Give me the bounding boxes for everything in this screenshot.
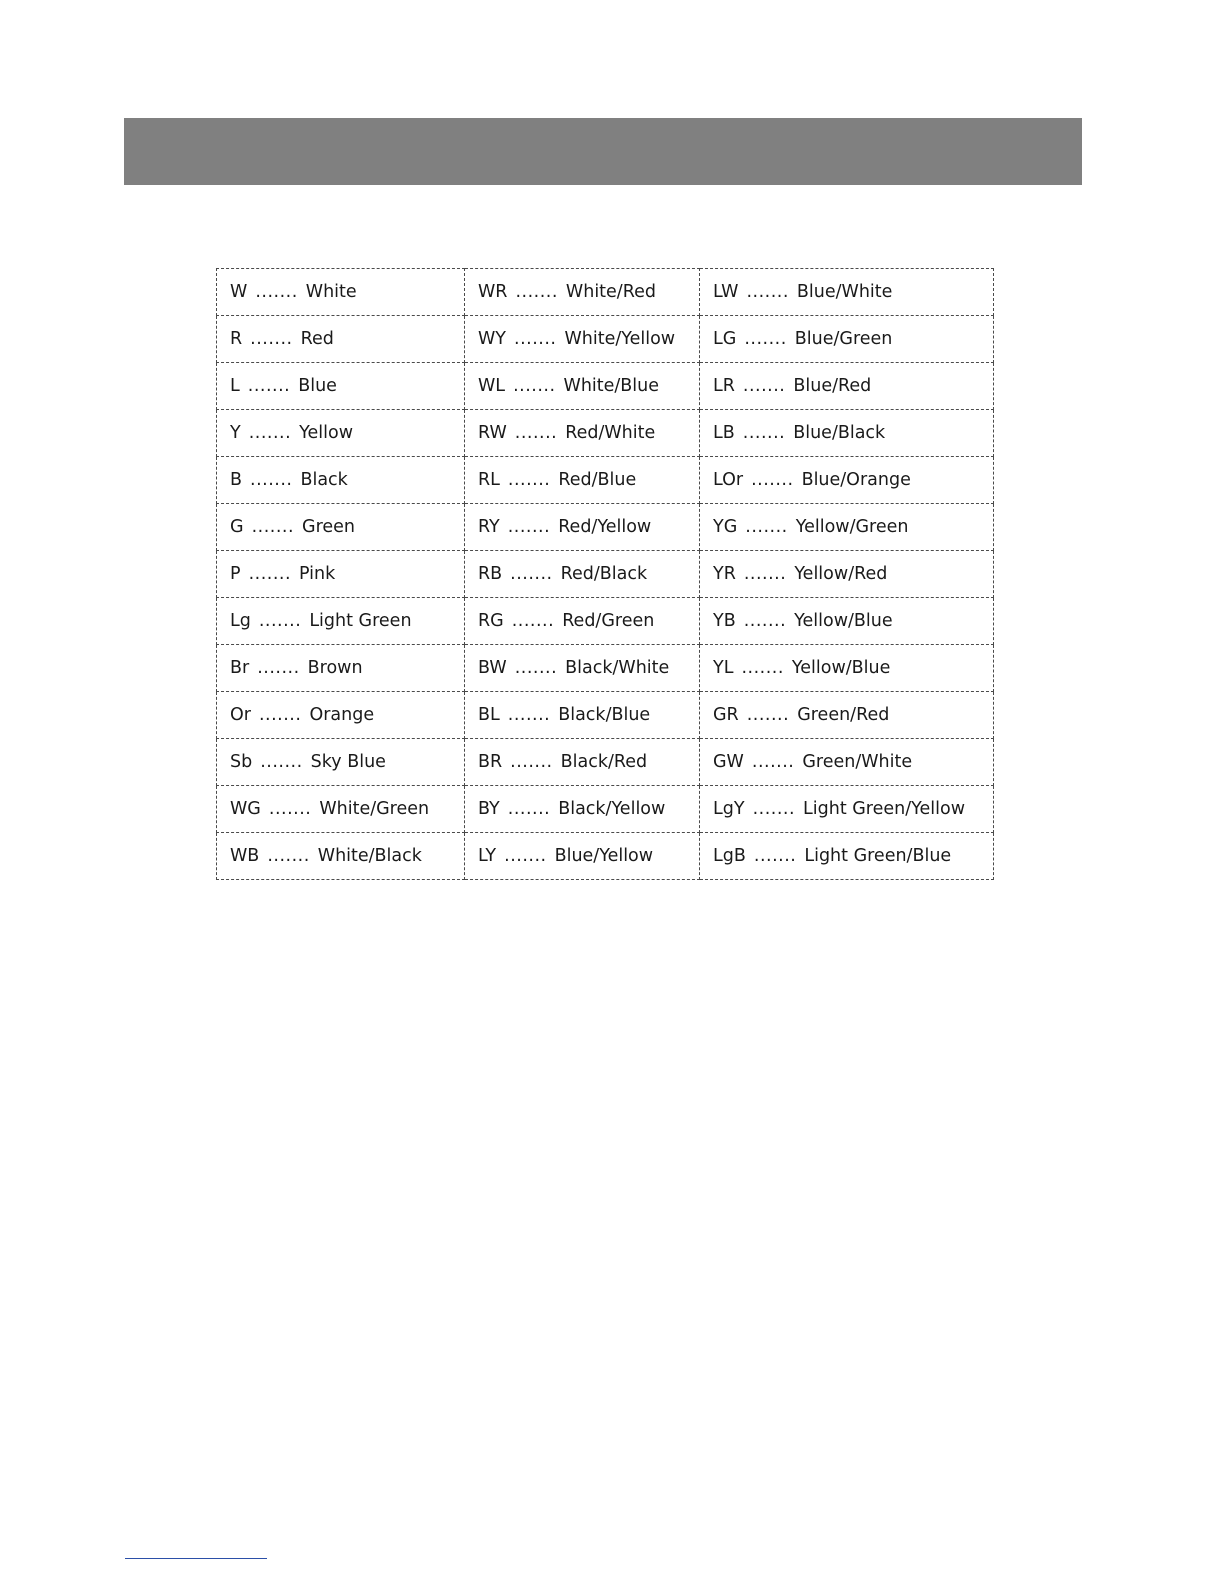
- footer-rule: [125, 1558, 267, 1559]
- color-name: White/Blue: [563, 376, 660, 396]
- color-name: Blue/Green: [794, 329, 893, 349]
- wire-color-code-body: [217, 269, 994, 880]
- color-code-cell: [217, 457, 465, 504]
- color-name: Light Green/Yellow: [803, 799, 966, 819]
- dot-leader: .......: [507, 470, 551, 490]
- color-code: BY: [478, 799, 500, 819]
- color-code-cell: [700, 739, 994, 786]
- color-code: BW: [478, 658, 507, 678]
- table-row: [217, 692, 994, 739]
- color-code-cell: [465, 645, 700, 692]
- dot-leader: .......: [743, 611, 787, 631]
- dot-leader: .......: [250, 329, 293, 349]
- color-code: YB: [713, 611, 736, 631]
- color-code: LR: [713, 376, 735, 396]
- color-name: Black/White: [565, 658, 670, 678]
- color-code: L: [230, 376, 240, 396]
- color-code-cell: [217, 692, 465, 739]
- dot-leader: .......: [514, 658, 558, 678]
- dot-leader: .......: [745, 517, 788, 537]
- color-name: Red/Blue: [558, 470, 637, 490]
- color-code-cell: [217, 504, 465, 551]
- color-name: White: [305, 282, 357, 302]
- color-code-cell: [465, 410, 700, 457]
- dot-leader: .......: [746, 705, 790, 725]
- color-name: White/Yellow: [564, 329, 676, 349]
- color-name: Yellow: [299, 423, 354, 443]
- dot-leader: .......: [267, 846, 310, 866]
- color-code: B: [230, 470, 243, 490]
- color-name: Black: [300, 470, 348, 490]
- color-name: Blue/Red: [793, 376, 872, 396]
- color-code-cell: [465, 692, 700, 739]
- color-name: Red: [300, 329, 334, 349]
- color-name: Green/White: [802, 752, 913, 772]
- color-code-cell: [465, 316, 700, 363]
- color-code-cell: [217, 363, 465, 410]
- color-name: Pink: [299, 564, 336, 584]
- table-row: [217, 316, 994, 363]
- color-code: BR: [478, 752, 503, 772]
- color-name: Blue/White: [796, 282, 893, 302]
- color-code: WL: [478, 376, 506, 396]
- dot-leader: .......: [752, 799, 796, 819]
- color-name: Green/Red: [797, 705, 890, 725]
- dot-leader: .......: [753, 846, 797, 866]
- dot-leader: .......: [250, 470, 293, 490]
- color-code-cell: [217, 786, 465, 833]
- table-row: [217, 598, 994, 645]
- dot-leader: .......: [746, 282, 789, 302]
- color-code-cell: [217, 551, 465, 598]
- color-code: RG: [478, 611, 504, 631]
- color-name: Red/White: [565, 423, 656, 443]
- dot-leader: .......: [248, 564, 292, 584]
- dot-leader: .......: [514, 329, 557, 349]
- color-name: Red/Green: [562, 611, 655, 631]
- color-code: LOr: [713, 470, 744, 490]
- color-code: Sb: [230, 752, 253, 772]
- table-row: [217, 645, 994, 692]
- color-code: WG: [230, 799, 261, 819]
- color-name: Green: [302, 517, 356, 537]
- dot-leader: .......: [257, 658, 300, 678]
- color-code: YL: [713, 658, 734, 678]
- dot-leader: .......: [504, 846, 547, 866]
- color-name: White/Green: [319, 799, 430, 819]
- color-name: Sky Blue: [310, 752, 386, 772]
- color-name: Orange: [309, 705, 375, 725]
- color-code-cell: [700, 692, 994, 739]
- dot-leader: .......: [751, 470, 794, 490]
- wire-color-code-table: [216, 268, 994, 880]
- dot-leader: .......: [507, 799, 551, 819]
- color-code: RL: [478, 470, 500, 490]
- color-name: Black/Blue: [558, 705, 651, 725]
- color-code-cell: [465, 457, 700, 504]
- table-row: [217, 410, 994, 457]
- color-code-cell: [700, 457, 994, 504]
- color-code-cell: [465, 551, 700, 598]
- color-name: Blue: [298, 376, 337, 396]
- dot-leader: .......: [513, 376, 556, 396]
- color-code-cell: [700, 551, 994, 598]
- color-code-cell: [465, 739, 700, 786]
- table-row: [217, 551, 994, 598]
- dot-leader: .......: [744, 329, 787, 349]
- dot-leader: .......: [258, 705, 302, 725]
- color-code-cell: [700, 316, 994, 363]
- color-code: G: [230, 517, 244, 537]
- color-code-cell: [700, 833, 994, 880]
- color-name: Yellow/Blue: [794, 611, 893, 631]
- color-code-cell: [217, 739, 465, 786]
- color-code: LB: [713, 423, 735, 443]
- dot-leader: .......: [258, 611, 302, 631]
- color-code-cell: [700, 786, 994, 833]
- table-row: [217, 457, 994, 504]
- color-name: Blue/Yellow: [554, 846, 654, 866]
- table-row: [217, 363, 994, 410]
- color-name: Light Green/Blue: [804, 846, 952, 866]
- dot-leader: .......: [248, 423, 292, 443]
- color-code-cell: [217, 269, 465, 316]
- color-name: Blue/Black: [793, 423, 886, 443]
- color-code-cell: [700, 410, 994, 457]
- color-code: WR: [478, 282, 508, 302]
- dot-leader: .......: [247, 376, 291, 396]
- color-code-cell: [217, 316, 465, 363]
- color-code: GR: [713, 705, 739, 725]
- color-code-cell: [465, 786, 700, 833]
- color-name: Yellow/Red: [794, 564, 888, 584]
- color-code-cell: [217, 410, 465, 457]
- color-code: RY: [478, 517, 500, 537]
- table-row: [217, 504, 994, 551]
- color-code: BL: [478, 705, 500, 725]
- color-name: Red/Black: [560, 564, 648, 584]
- color-code: LW: [713, 282, 739, 302]
- color-code-cell: [217, 645, 465, 692]
- dot-leader: .......: [751, 752, 795, 772]
- color-code: LgY: [713, 799, 745, 819]
- dot-leader: .......: [268, 799, 312, 819]
- dot-leader: .......: [515, 282, 558, 302]
- dot-leader: .......: [742, 376, 786, 396]
- dot-leader: .......: [507, 705, 551, 725]
- header-band: [124, 118, 1082, 185]
- color-code: LgB: [713, 846, 746, 866]
- color-name: Black/Yellow: [558, 799, 666, 819]
- color-code-cell: [700, 598, 994, 645]
- color-code-cell: [465, 363, 700, 410]
- dot-leader: .......: [742, 423, 786, 443]
- color-name: Red/Yellow: [558, 517, 652, 537]
- color-code-cell: [465, 269, 700, 316]
- color-code: Or: [230, 705, 251, 725]
- color-code: Br: [230, 658, 250, 678]
- color-code-cell: [700, 504, 994, 551]
- dot-leader: .......: [741, 658, 784, 678]
- dot-leader: .......: [255, 282, 298, 302]
- dot-leader: .......: [251, 517, 295, 537]
- color-code: GW: [713, 752, 744, 772]
- color-name: White/Black: [317, 846, 422, 866]
- color-code-cell: [217, 833, 465, 880]
- dot-leader: .......: [260, 752, 303, 772]
- color-code: Y: [230, 423, 241, 443]
- color-code-cell: [465, 833, 700, 880]
- color-code-cell: [700, 645, 994, 692]
- color-code: P: [230, 564, 241, 584]
- color-code: Lg: [230, 611, 251, 631]
- color-name: Black/Red: [560, 752, 648, 772]
- color-code: W: [230, 282, 248, 302]
- dot-leader: .......: [743, 564, 787, 584]
- dot-leader: .......: [510, 564, 553, 584]
- color-name: Blue/Orange: [801, 470, 911, 490]
- color-name: White/Red: [565, 282, 656, 302]
- dot-leader: .......: [514, 423, 558, 443]
- color-name: Brown: [307, 658, 363, 678]
- color-code: WY: [478, 329, 506, 349]
- color-code: LY: [478, 846, 497, 866]
- color-name: Light Green: [309, 611, 412, 631]
- color-code: YR: [713, 564, 736, 584]
- color-name: Yellow/Green: [795, 517, 909, 537]
- dot-leader: .......: [511, 611, 555, 631]
- color-code-cell: [700, 269, 994, 316]
- table-row: [217, 833, 994, 880]
- color-code-cell: [465, 598, 700, 645]
- color-code: R: [230, 329, 243, 349]
- table-row: [217, 786, 994, 833]
- color-code-cell: [217, 598, 465, 645]
- color-code-cell: [700, 363, 994, 410]
- dot-leader: .......: [507, 517, 551, 537]
- color-code: LG: [713, 329, 737, 349]
- color-code: RB: [478, 564, 503, 584]
- table-row: [217, 269, 994, 316]
- color-code: WB: [230, 846, 260, 866]
- color-name: Yellow/Blue: [791, 658, 891, 678]
- table-row: [217, 739, 994, 786]
- color-code: RW: [478, 423, 507, 443]
- color-code-cell: [465, 504, 700, 551]
- dot-leader: .......: [510, 752, 553, 772]
- color-code: YG: [713, 517, 738, 537]
